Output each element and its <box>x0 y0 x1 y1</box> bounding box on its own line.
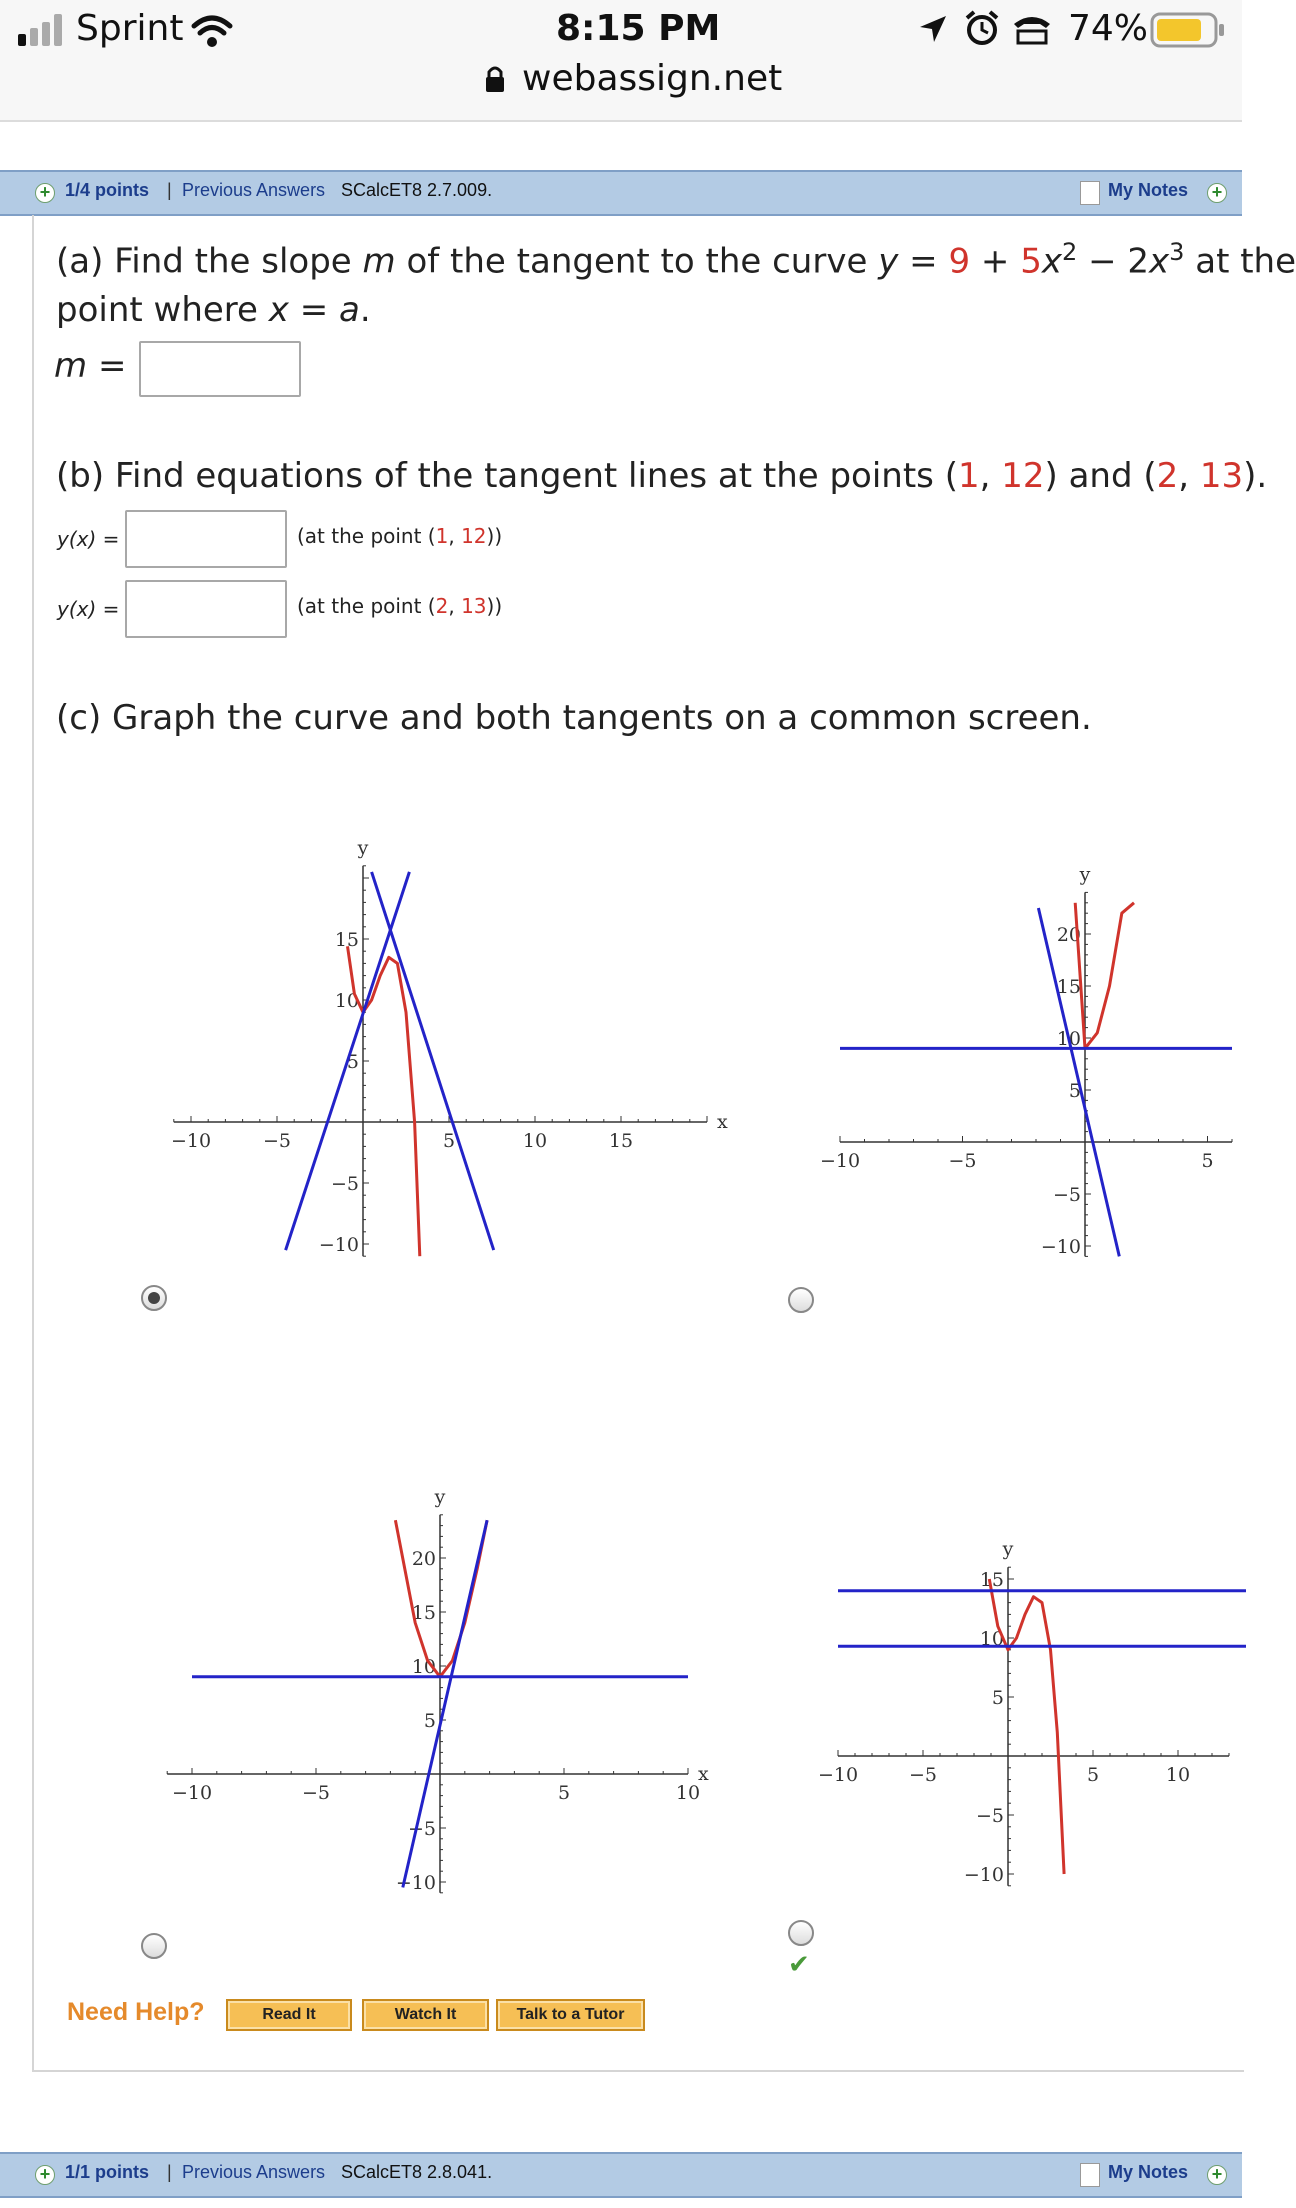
graph-option-3-radio[interactable] <box>141 1933 167 1959</box>
separator: | <box>167 180 172 200</box>
graph-option-2[interactable] <box>815 750 1242 1300</box>
graph-option-1[interactable] <box>160 750 728 1300</box>
notes-icon <box>1080 181 1100 205</box>
battery-percent: 74% <box>1068 8 1149 49</box>
y-tick-label: −5 <box>975 1805 1004 1827</box>
graph-option-4[interactable] <box>815 1385 1242 1945</box>
carrier-name: Sprint <box>76 8 184 49</box>
y-tick-label: 5 <box>346 1051 359 1073</box>
x-tick-label: −5 <box>948 1150 977 1172</box>
x-axis-label: x <box>698 1763 709 1785</box>
curve-line <box>1075 903 1134 1049</box>
x-tick-label: 5 <box>557 1782 571 1804</box>
y-tick-label: 10 <box>1056 1028 1081 1050</box>
m-label: m = <box>54 346 127 386</box>
y-tick-label: −10 <box>1040 1236 1081 1258</box>
tangent1-note: (at the point (1, 12)) <box>297 524 503 548</box>
lock-icon <box>484 64 506 94</box>
y-tick-label: 5 <box>1068 1080 1081 1102</box>
read-it-button[interactable]: Read It <box>226 1999 352 2031</box>
next-question-header <box>0 2152 1242 2198</box>
graph-option-1-radio[interactable] <box>141 1285 167 1311</box>
y-tick-label: −10 <box>963 1864 1004 1886</box>
x-tick-label: −10 <box>817 1764 859 1786</box>
y-axis-label: y <box>1079 863 1091 886</box>
tangent2-input[interactable] <box>125 580 287 638</box>
m-answer-input[interactable] <box>139 341 301 397</box>
x-tick-label: −5 <box>301 1782 331 1804</box>
correct-check-icon: ✔ <box>788 1950 810 1980</box>
wifi-icon <box>190 14 234 48</box>
y-tick-label: 15 <box>411 1602 436 1624</box>
points-badge: 1/1 points <box>65 2162 150 2182</box>
graph-option-2-radio[interactable] <box>788 1287 814 1313</box>
question-code: SCalcET8 2.7.009. <box>341 180 493 200</box>
x-tick-label: −10 <box>171 1782 213 1804</box>
battery-icon <box>1150 12 1226 48</box>
talk-to-tutor-button[interactable]: Talk to a Tutor <box>496 1999 645 2031</box>
x-tick-label: 5 <box>442 1130 456 1152</box>
x-tick-label: 5 <box>1086 1764 1100 1786</box>
url-bar[interactable]: webassign.net <box>522 58 783 99</box>
previous-answers-link[interactable]: Previous Answers <box>182 2162 326 2182</box>
curve-line <box>395 1520 487 1677</box>
need-help-label: Need Help? <box>67 1998 205 2026</box>
y-axis-label: y <box>434 1485 446 1508</box>
x-tick-label: −5 <box>262 1130 292 1152</box>
tangent-line <box>372 872 494 1250</box>
tangent2-label: y(x) = <box>57 597 120 621</box>
y-tick-label: 5 <box>423 1710 436 1732</box>
x-tick-label: 10 <box>675 1782 701 1804</box>
my-notes-link[interactable]: My Notes <box>1108 2162 1189 2182</box>
y-tick-label: 20 <box>411 1548 436 1570</box>
x-axis-label: x <box>717 1111 728 1133</box>
question-header <box>0 170 1242 216</box>
y-axis-label: y <box>357 836 369 859</box>
y-tick-label: 15 <box>334 929 359 951</box>
question-code: SCalcET8 2.8.041. <box>341 2162 493 2182</box>
add-note-icon[interactable]: + <box>1207 2165 1227 2185</box>
signal-icon <box>18 14 66 46</box>
y-tick-label: −10 <box>395 1872 436 1894</box>
y-tick-label: 10 <box>334 990 359 1012</box>
x-tick-label: 10 <box>1165 1764 1191 1786</box>
tangent1-input[interactable] <box>125 510 287 568</box>
part-c-prompt: (c) Graph the curve and both tangents on a common screen. <box>56 698 1092 738</box>
x-tick-label: 10 <box>522 1130 548 1152</box>
points-badge: 1/4 points <box>65 180 150 200</box>
notes-icon <box>1080 2163 1100 2187</box>
expand-icon[interactable]: + <box>35 183 55 203</box>
y-tick-label: 10 <box>979 1628 1004 1650</box>
watch-it-button[interactable]: Watch It <box>362 1999 489 2031</box>
tangent2-note: (at the point (2, 13)) <box>297 594 503 618</box>
tty-icon <box>1012 14 1052 44</box>
part-b-prompt: (b) Find equations of the tangent lines at the points (1, 12) and (2, 13). <box>56 456 1268 496</box>
alarm-icon <box>964 10 1000 46</box>
add-note-icon[interactable]: + <box>1207 183 1227 203</box>
x-tick-label: 5 <box>1201 1150 1214 1172</box>
tangent-line <box>403 1520 487 1887</box>
y-tick-label: −10 <box>318 1234 359 1256</box>
location-icon <box>918 14 948 44</box>
tangent1-label: y(x) = <box>57 527 120 551</box>
y-tick-label: 5 <box>991 1687 1004 1709</box>
status-time: 8:15 PM <box>556 8 721 49</box>
y-tick-label: −5 <box>330 1173 359 1195</box>
part-a-prompt: (a) Find the slope m of the tangent to the curve $y = 9 + 5x^2 - 2x^3$ at the <box>56 238 1296 282</box>
graph-option-4-radio[interactable] <box>788 1920 814 1946</box>
y-tick-label: 10 <box>411 1656 436 1678</box>
curve-line <box>989 1579 1064 1874</box>
my-notes-link[interactable]: My Notes <box>1108 180 1189 200</box>
expand-icon[interactable]: + <box>35 2165 55 2185</box>
x-tick-label: 15 <box>608 1130 634 1152</box>
y-tick-label: −5 <box>1052 1184 1081 1206</box>
separator: | <box>167 2162 172 2182</box>
y-tick-label: 15 <box>979 1569 1004 1591</box>
y-tick-label: 20 <box>1056 924 1081 946</box>
x-tick-label: −10 <box>170 1130 212 1152</box>
y-tick-label: −5 <box>407 1818 436 1840</box>
x-tick-label: −5 <box>908 1764 938 1786</box>
x-tick-label: −10 <box>819 1150 861 1172</box>
y-tick-label: 15 <box>1056 976 1081 998</box>
previous-answers-link[interactable]: Previous Answers <box>182 180 326 200</box>
y-axis-label: y <box>1002 1538 1014 1561</box>
status-bar <box>0 0 1242 122</box>
graph-option-3[interactable] <box>165 1395 725 1955</box>
part-a-prompt-line2: point where x = a. <box>56 290 371 330</box>
